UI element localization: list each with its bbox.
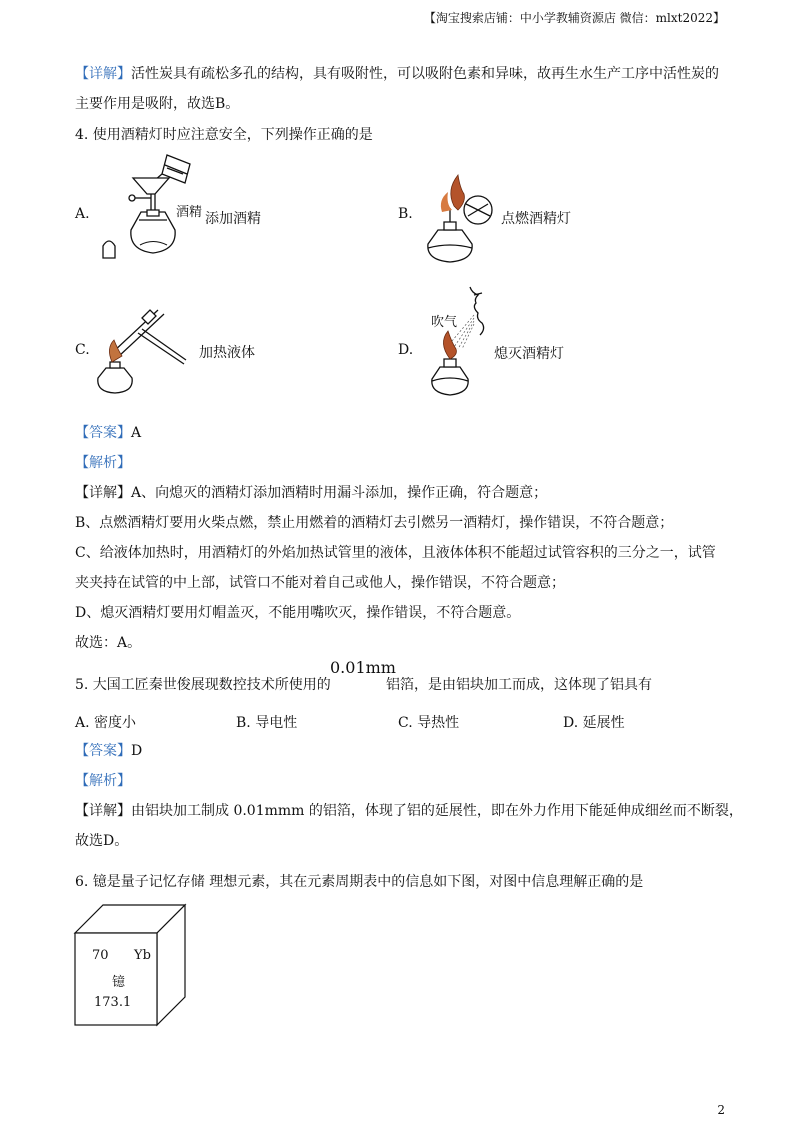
q4-detail-d: D、熄灭酒精灯要用灯帽盖灭，不能用嘴吹灭，操作错误，不符合题意。 bbox=[75, 605, 521, 621]
q4-detail-c2: 夹夹持在试管的中上部，试管口不能对着自己或他人，操作错误，不符合题意； bbox=[75, 575, 565, 591]
q5-formula: 0.01mm bbox=[330, 658, 396, 677]
q5-option-a: A. 密度小 bbox=[75, 715, 137, 731]
q5-option-d: D. 延展性 bbox=[563, 715, 625, 731]
q4-stem: 4. 使用酒精灯时应注意安全，下列操作正确的是 bbox=[75, 127, 373, 143]
q4-option-b-letter: B. bbox=[398, 206, 413, 222]
detail-text: 由铝块加工制成 0.01mmm 的铝箔，体现了铝的延展性，即在外力作用下能延伸成细丝而不断裂， bbox=[131, 803, 743, 819]
q4-analysis-tag: 【解析】 bbox=[75, 455, 131, 471]
heat-liquid-figure bbox=[88, 298, 188, 396]
answer-value: A bbox=[131, 425, 142, 441]
detail-tag: 【详解】 bbox=[75, 803, 131, 819]
q4-option-b-caption: 点燃酒精灯 bbox=[501, 211, 571, 227]
q4-option-c-letter: C. bbox=[75, 342, 90, 358]
alcohol-label: 酒精 bbox=[176, 205, 203, 220]
q4-option-a-letter: A. bbox=[75, 206, 90, 222]
detail-tag: 【详解】 bbox=[75, 485, 131, 501]
q4-detail-c1: C、给液体加热时，用酒精灯的外焰加热试管里的液体，且液体体积不能超过试管容积的三分之一，试管 bbox=[75, 545, 716, 561]
answer-tag: 【答案】 bbox=[75, 425, 131, 441]
element-name: 镱 bbox=[112, 975, 126, 990]
q5-option-b: B. 导电性 bbox=[236, 715, 298, 731]
page-number: 2 bbox=[717, 1103, 725, 1117]
q4-detail-a bbox=[75, 483, 547, 503]
element-symbol: Yb bbox=[134, 948, 151, 963]
blow-out-figure bbox=[418, 285, 498, 397]
q3-detail-line2: 主要作用是吸附，故选B。 bbox=[75, 96, 240, 112]
q4-answer bbox=[75, 423, 141, 443]
detail-text: 活性炭具有疏松多孔的结构，具有吸附性，可以吸附色素和异味，故再生水生产工序中活性炭的 bbox=[131, 66, 719, 82]
q5-option-c: C. 导热性 bbox=[398, 715, 460, 731]
q4-conclusion: 故选：A。 bbox=[75, 635, 142, 651]
q5-stem-prefix: 5. 大国工匠秦世俊展现数控技术所使用的 bbox=[75, 677, 331, 693]
q5-detail-line1 bbox=[75, 801, 743, 821]
q3-detail-line1 bbox=[75, 64, 719, 84]
q5-stem-suffix: 铝箔，是由铝块加工而成，这体现了铝具有 bbox=[386, 677, 652, 693]
q4-option-c-caption: 加热液体 bbox=[199, 345, 255, 361]
q4-option-d-letter: D. bbox=[398, 342, 414, 358]
answer-tag: 【答案】 bbox=[75, 743, 131, 759]
blow-label: 吹气 bbox=[431, 315, 458, 330]
element-number: 70 bbox=[92, 948, 109, 963]
page-header: 【淘宝搜索店铺：中小学教辅资源店 微信：mlxt2022】 bbox=[423, 11, 725, 25]
q4-option-d-caption: 熄灭酒精灯 bbox=[494, 346, 564, 362]
answer-value: D bbox=[131, 743, 143, 759]
q6-stem: 6. 镱是量子记忆存储 理想元素，其在元素周期表中的信息如下图，对图中信息理解正确的是 bbox=[75, 874, 644, 890]
element-mass: 173.1 bbox=[94, 995, 132, 1010]
q5-answer bbox=[75, 741, 142, 761]
light-lamp-figure bbox=[418, 170, 508, 265]
q5-analysis-tag: 【解析】 bbox=[75, 773, 131, 789]
detail-text: A、向熄灭的酒精灯添加酒精时用漏斗添加，操作正确，符合题意； bbox=[131, 485, 548, 501]
q5-detail-line2: 故选D。 bbox=[75, 833, 129, 849]
detail-tag: 【详解】 bbox=[75, 66, 131, 82]
q4-detail-b: B、点燃酒精灯要用火柴点燃，禁止用燃着的酒精灯去引燃另一酒精灯，操作错误，不符合题意； bbox=[75, 515, 674, 531]
q4-option-a-caption: 添加酒精 bbox=[205, 211, 261, 227]
